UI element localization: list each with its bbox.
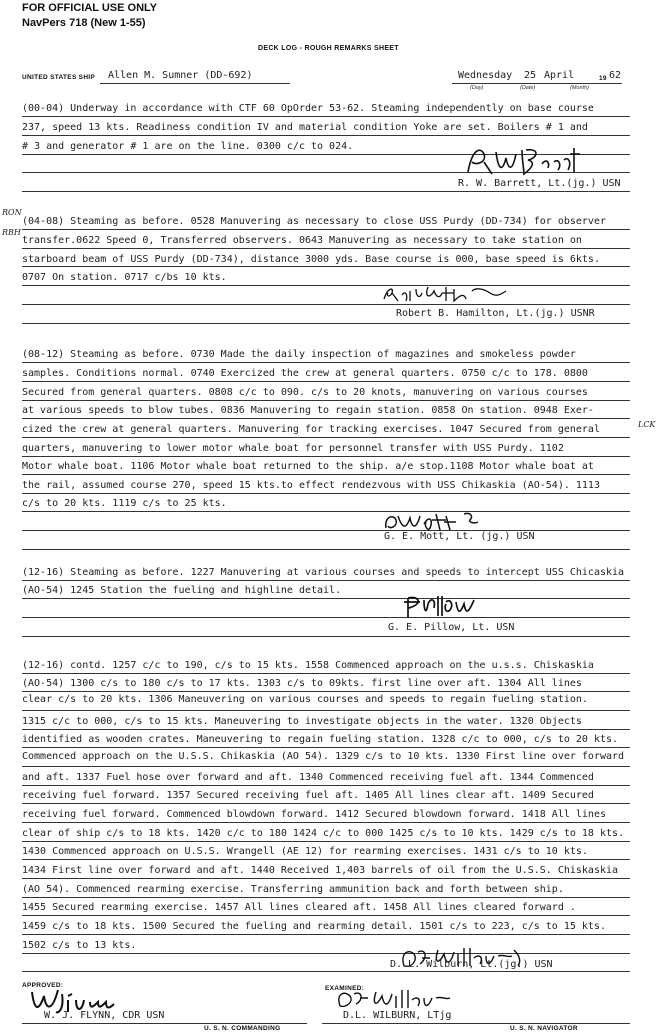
- entry-5-line-12: 1434 First line over forward and aft. 1440 Received 1,403 barrels of oil from the U.S.S. Chiskaskia: [22, 865, 619, 876]
- log-date: 25: [524, 70, 537, 81]
- entry-5-line-11: 1430 Commenced approach on U.S.S. Wrangell (AE 12) for rearming exercises. 1431 c/s to 10 kts.: [22, 846, 588, 857]
- log-month: April: [544, 70, 575, 81]
- ruled-line: [22, 266, 630, 267]
- ruled-line: [22, 953, 630, 954]
- ruled-line: [22, 691, 630, 692]
- ruled-line: [22, 304, 630, 305]
- examined-line: [322, 1023, 630, 1024]
- approved-name: W. J. FLYNN, CDR USN: [44, 1010, 165, 1021]
- ruled-line: [22, 915, 630, 916]
- log-year: 62: [609, 70, 622, 81]
- entry-5-line-8: receiving fuel forward. 1357 Secured receiving fuel aft. 1405 All lines clear aft. 1409 Secured: [22, 790, 594, 801]
- entry-3-line-2: samples. Conditions normal. 0740 Exercized the crew at general quarters. 0750 c/c to 178. 0800: [22, 368, 588, 379]
- ruled-line: [22, 229, 630, 230]
- ruled-line: [22, 878, 630, 879]
- ruled-line: [22, 747, 630, 748]
- entry-3-signature: G. E. Mott, Lt. (jg.) USN: [384, 531, 535, 542]
- entry-5-line-10: clear of ship c/s to 18 kts. 1420 c/c to 180 1424 c/c to 000 1425 c/s to 10 kts. 1429 c/s to 18 kts.: [22, 828, 625, 839]
- ruled-line: [22, 456, 630, 457]
- ruled-line: [22, 191, 630, 192]
- entry-1-line-3: # 3 and generator # 1 are on the line. 0300 c/c to 024.: [22, 141, 354, 152]
- entry-5-line-2: (AO-54) 1300 c/s to 180 c/s to 17 kts. 1303 c/s to 09kts. first line over aft. 1304 All lines: [22, 678, 582, 689]
- date-label: (Date): [520, 85, 536, 91]
- entry-5-line-1: (12-16) contd. 1257 c/c to 190, c/s to 15 kts. 1558 Commenced approach on the u.s.s. Chiskaskia: [22, 660, 594, 671]
- ruled-line: [22, 598, 630, 599]
- entry-2-line-1: (04-08) Steaming as before. 0528 Manuvering as necessary to close USS Purdy (DD-734) for observer: [22, 216, 606, 227]
- entry-5-line-3: clear c/s to 20 kts. 1306 Maneuvering on various courses and speeds to regain fueling station.: [22, 694, 588, 705]
- entry-5-line-9: receiving fuel forward. Commenced blowdown forward. 1412 Secured blowdown forward. 1418 All lines: [22, 809, 606, 820]
- ruled-line: [22, 859, 630, 860]
- ruled-line: [22, 135, 630, 136]
- day-label: (Day): [470, 85, 484, 91]
- ruled-line: [22, 474, 630, 475]
- ruled-line: [22, 636, 630, 637]
- sheet-title: DECK LOG - ROUGH REMARKS SHEET: [258, 45, 399, 52]
- margin-note-lck: LCK: [638, 420, 656, 429]
- entry-4-line-1: (12-16) Steaming as before. 1227 Manuvering at various courses and speeds to intercept USS Chicaskia: [22, 567, 625, 578]
- entry-3-line-9: c/s to 20 kts. 1119 c/s to 25 kts.: [22, 498, 227, 509]
- entry-3-line-4: at various speeds to blow tubes. 0836 Manuvering to regain station. 0858 On station. 0948 Exer-: [22, 405, 594, 416]
- entry-5-line-7: and aft. 1337 Fuel hose over forward and aft. 1340 Commenced receiving fuel aft. 1344 Commenced: [22, 772, 594, 783]
- entry-5-line-13: (AO 54). Commenced rearming exercise. Transferring ammunition back and forth between ship.: [22, 884, 564, 895]
- entry-3-line-5: cized the crew at general quarters. Manuvering for tracking exercises. 1047 Secured from general: [22, 424, 600, 435]
- entry-3-line-1: (08-12) Steaming as before. 0730 Made the daily inspection of magazines and smokeless powder: [22, 349, 576, 360]
- ship-label: UNITED STATES SHIP: [22, 74, 96, 81]
- entry-3-line-7: Motor whale boat. 1106 Motor whale boat returned to the ship. a/e stop.1108 Motor whale boat at: [22, 461, 594, 472]
- examined-title: U. S. N. NAVIGATOR: [510, 1025, 578, 1032]
- entry-5-line-5: identified as wooden crates. Maneuvering to regain fueling station. 1328 c/c to 000, c/s to 20 kts.: [22, 734, 619, 745]
- ruled-line: [22, 418, 630, 419]
- ruled-line: [22, 897, 630, 898]
- entry-3-line-3: Secured from general quarters. 0808 c/c to 090. c/s to 20 knots, manuvering on various courses: [22, 387, 588, 398]
- ruled-line: [22, 934, 630, 935]
- examined-signature: [332, 986, 462, 1012]
- entry-2-line-3: starboard beam of USS Purdy (DD-734), distance 3000 yds. Base course is 000, base speed is 6kts.: [22, 254, 600, 265]
- log-day: Wednesday: [458, 70, 513, 81]
- entry-5-line-15: 1459 c/s to 18 kts. 1500 Secured the fueling and rearming detail. 1501 c/s to 223, c/s to 15 kts.: [22, 921, 606, 932]
- ruled-line: [22, 493, 630, 494]
- entry-1-line-2: 237, speed 13 kts. Readiness condition IV and material condition Yoke are set. Boilers # 1 and: [22, 122, 588, 133]
- ship-name-underline: [100, 83, 290, 84]
- pillow-signature: [402, 592, 512, 622]
- ruled-line: [22, 362, 630, 363]
- entry-5-signature: D. L. Wilburn, Lt.(jg.) USN: [390, 959, 553, 970]
- ruled-line: [22, 729, 630, 730]
- ruled-line: [22, 437, 630, 438]
- approved-line: [22, 1023, 307, 1024]
- entry-5-line-16: 1502 c/s to 13 kts.: [22, 940, 137, 951]
- margin-note-ron: RON: [2, 208, 22, 217]
- ruled-line: [22, 549, 630, 550]
- ruled-line: [22, 710, 630, 711]
- entry-3-line-6: quarters, manuvering to lower motor whale boat for personnel transfer with USS Purdy. 1102: [22, 443, 564, 454]
- ruled-line: [22, 248, 630, 249]
- ruled-line: [22, 822, 630, 823]
- approved-title: U. S. N. COMMANDING: [204, 1025, 281, 1032]
- margin-note-rbh: RBH: [2, 228, 21, 237]
- ruled-line: [22, 673, 630, 674]
- ruled-line: [22, 511, 630, 512]
- entry-5-line-14: 1455 Secured rearming exercise. 1457 All lines cleared aft. 1458 All lines cleared forward .: [22, 902, 576, 913]
- ruled-line: [22, 971, 630, 972]
- entry-3-line-8: the rail, assumed course 270, speed 15 kts.to effect rendezvous with USS Chikaskia (AO-54). 1113: [22, 480, 600, 491]
- entry-2-line-4: 0707 On station. 0717 c/bs 10 kts.: [22, 272, 227, 283]
- examined-name: D.L. WILBURN, LTjg: [343, 1010, 452, 1021]
- entry-4-line-2: (AO-54) 1245 Station the fueling and highline detail.: [22, 585, 342, 596]
- ruled-line: [22, 785, 630, 786]
- month-label: (Month): [570, 85, 589, 91]
- ruled-line: [22, 530, 630, 531]
- ruled-line: [22, 803, 630, 804]
- ruled-line: [22, 381, 630, 382]
- examined-label: EXAMINED:: [325, 985, 365, 992]
- ruled-line: [22, 841, 630, 842]
- year-prefix: 19: [599, 75, 607, 82]
- ruled-line: [22, 285, 630, 286]
- approved-label: APPROVED:: [22, 982, 64, 989]
- ship-name: Allen M. Sumner (DD-692): [108, 70, 253, 81]
- ruled-line: [22, 617, 630, 618]
- ruled-line: [22, 580, 630, 581]
- ruled-line: [22, 323, 630, 324]
- entry-2-line-2: transfer.0622 Speed 0, Transferred observers. 0643 Manuvering as necessary to take station on: [22, 235, 582, 246]
- barrett-signature: [462, 140, 592, 180]
- official-use-label: FOR OFFICIAL USE ONLY: [22, 2, 158, 14]
- form-number: NavPers 718 (New 1-55): [22, 17, 146, 29]
- entry-5-line-4: 1315 c/c to 000, c/s to 15 kts. Maneuvering to investigate objects in the water. 1320 Objects: [22, 716, 582, 727]
- entry-4-signature: G. E. Pillow, Lt. USN: [388, 622, 515, 633]
- date-underline: [452, 83, 622, 84]
- hamilton-signature: [380, 283, 530, 305]
- entry-1-line-1: (00-04) Underway in accordance with CTF 60 OpOrder 53-62. Steaming independently on base course: [22, 103, 594, 114]
- entry-5-line-6: Commenced approach on the U.S.S. Chikaskia (AO 54). 1329 c/s to 10 kts. 1330 First line over forward: [22, 751, 625, 762]
- ruled-line: [22, 116, 630, 117]
- ruled-line: [22, 400, 630, 401]
- entry-1-signature: R. W. Barrett, Lt.(jg.) USN: [458, 178, 621, 189]
- entry-2-signature: Robert B. Hamilton, Lt.(jg.) USNR: [396, 308, 595, 319]
- ruled-line: [22, 766, 630, 767]
